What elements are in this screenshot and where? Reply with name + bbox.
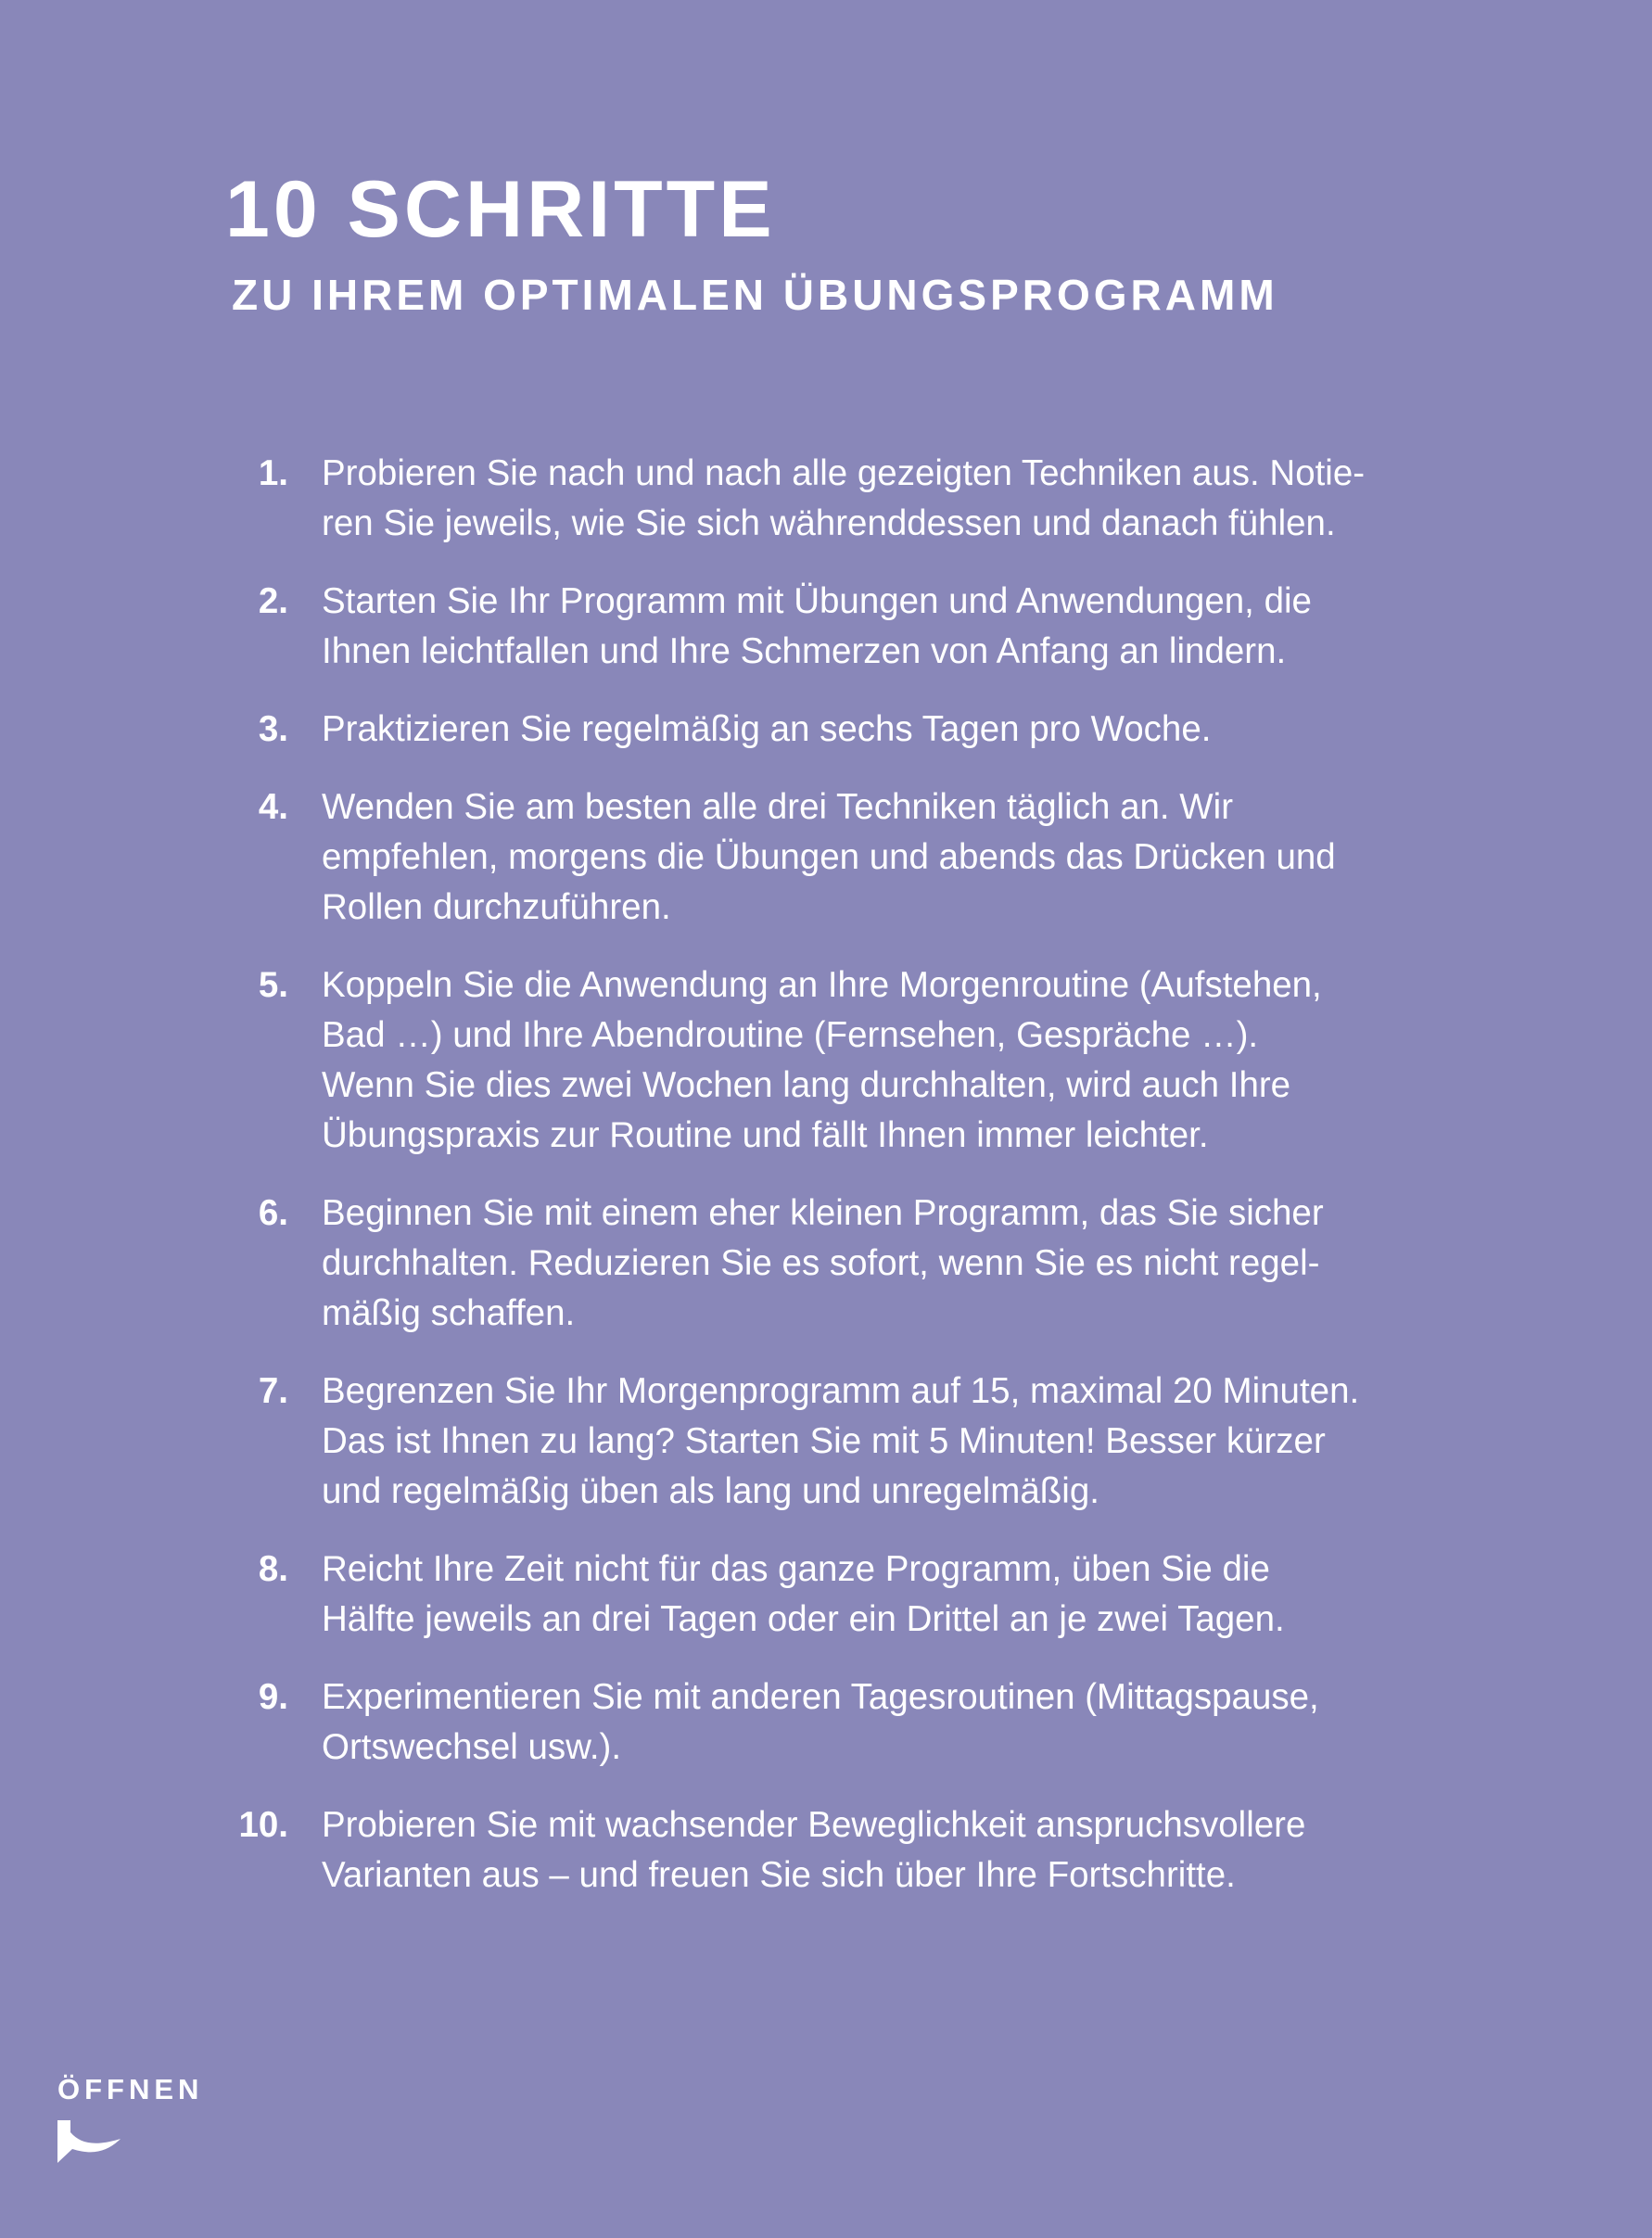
step-text — [322, 1367, 1455, 1517]
step-text-line: Ihnen leichtfallen und Ihre Schmerzen von Anfang an lindern. — [322, 631, 1287, 671]
step-item-3 — [222, 705, 1455, 755]
step-text-line: Reicht Ihre Zeit nicht für das ganze Programm, üben Sie die — [322, 1549, 1270, 1589]
step-text-line: durchhalten. Reduzieren Sie es sofort, wenn Sie es nicht regel- — [322, 1243, 1320, 1283]
step-text — [322, 1545, 1455, 1645]
step-text — [322, 705, 1455, 755]
publisher-logo — [57, 2074, 206, 2167]
step-text — [322, 960, 1455, 1161]
step-text-line: Praktizieren Sie regelmäßig an sechs Tagen pro Woche. — [322, 709, 1212, 749]
step-item-10 — [222, 1800, 1455, 1901]
publisher-logo-icon-shape — [57, 2120, 121, 2163]
step-text — [322, 1800, 1455, 1901]
step-text-line: Wenn Sie dies zwei Wochen lang durchhalten, wird auch Ihre — [322, 1065, 1291, 1105]
step-item-1 — [222, 449, 1455, 549]
step-text-line: Bad …) und Ihre Abendroutine (Fernsehen, Gespräche …). — [322, 1015, 1259, 1055]
steps-list — [222, 449, 1455, 1928]
step-text-line: ren Sie jeweils, wie Sie sich währenddessen und danach fühlen. — [322, 503, 1336, 543]
step-number: 2. — [258, 581, 288, 621]
step-number: 6. — [258, 1193, 288, 1233]
page-title: 10 SCHRITTE — [225, 165, 776, 254]
step-text-line: Varianten aus – und freuen Sie sich über Ihre Fortschritte. — [322, 1855, 1236, 1895]
step-number: 4. — [258, 787, 288, 827]
step-number: 7. — [258, 1371, 288, 1411]
publisher-logo-icon — [57, 2120, 122, 2163]
step-text-line: Rollen durchzuführen. — [322, 887, 671, 927]
step-text — [322, 577, 1455, 677]
step-number: 3. — [258, 709, 288, 749]
step-item-8 — [222, 1545, 1455, 1645]
step-text-line: Hälfte jeweils an drei Tagen oder ein Drittel an je zwei Tagen. — [322, 1599, 1285, 1639]
step-text-line: Probieren Sie nach und nach alle gezeigten Techniken aus. Notie- — [322, 453, 1366, 493]
step-item-7 — [222, 1367, 1455, 1517]
step-text-line: Probieren Sie mit wachsender Beweglichkeit anspruchsvollere — [322, 1805, 1306, 1845]
step-item-9 — [222, 1672, 1455, 1773]
step-text-line: und regelmäßig üben als lang und unregelmäßig. — [322, 1471, 1099, 1511]
step-text-line: Koppeln Sie die Anwendung an Ihre Morgenroutine (Aufstehen, — [322, 965, 1322, 1005]
step-number: 1. — [258, 453, 288, 493]
step-text-line: Begrenzen Sie Ihr Morgenprogramm auf 15, maximal 20 Minuten. — [322, 1371, 1360, 1411]
step-text — [322, 782, 1455, 933]
step-text-line: Übungspraxis zur Routine und fällt Ihnen immer leichter. — [322, 1115, 1209, 1155]
step-number: 5. — [258, 965, 288, 1005]
step-text-line: mäßig schaffen. — [322, 1293, 576, 1333]
step-text-line: empfehlen, morgens die Übungen und abends das Drücken und — [322, 837, 1336, 877]
step-text-line: Beginnen Sie mit einem eher kleinen Programm, das Sie sicher — [322, 1193, 1324, 1233]
step-number: 10. — [238, 1805, 288, 1845]
step-text-line: Experimentieren Sie mit anderen Tagesroutinen (Mittagspause, — [322, 1677, 1319, 1717]
step-item-5 — [222, 960, 1455, 1161]
page-subtitle: ZU IHREM OPTIMALEN ÜBUNGSPROGRAMM — [232, 271, 1278, 319]
step-text-line: Starten Sie Ihr Programm mit Übungen und Anwendungen, die — [322, 581, 1312, 621]
step-text-line: Wenden Sie am besten alle drei Techniken täglich an. Wir — [322, 787, 1234, 827]
step-item-6 — [222, 1189, 1455, 1339]
publisher-logo-text: ÖFFNEN — [57, 2073, 204, 2105]
step-text — [322, 1189, 1455, 1339]
step-item-4 — [222, 782, 1455, 933]
step-number: 9. — [258, 1677, 288, 1717]
step-item-2 — [222, 577, 1455, 677]
step-text-line: Das ist Ihnen zu lang? Starten Sie mit 5 Minuten! Besser kürzer — [322, 1421, 1326, 1461]
step-text — [322, 1672, 1455, 1773]
step-number: 8. — [258, 1549, 288, 1589]
step-text-line: Ortswechsel usw.). — [322, 1727, 622, 1767]
step-text — [322, 449, 1455, 549]
